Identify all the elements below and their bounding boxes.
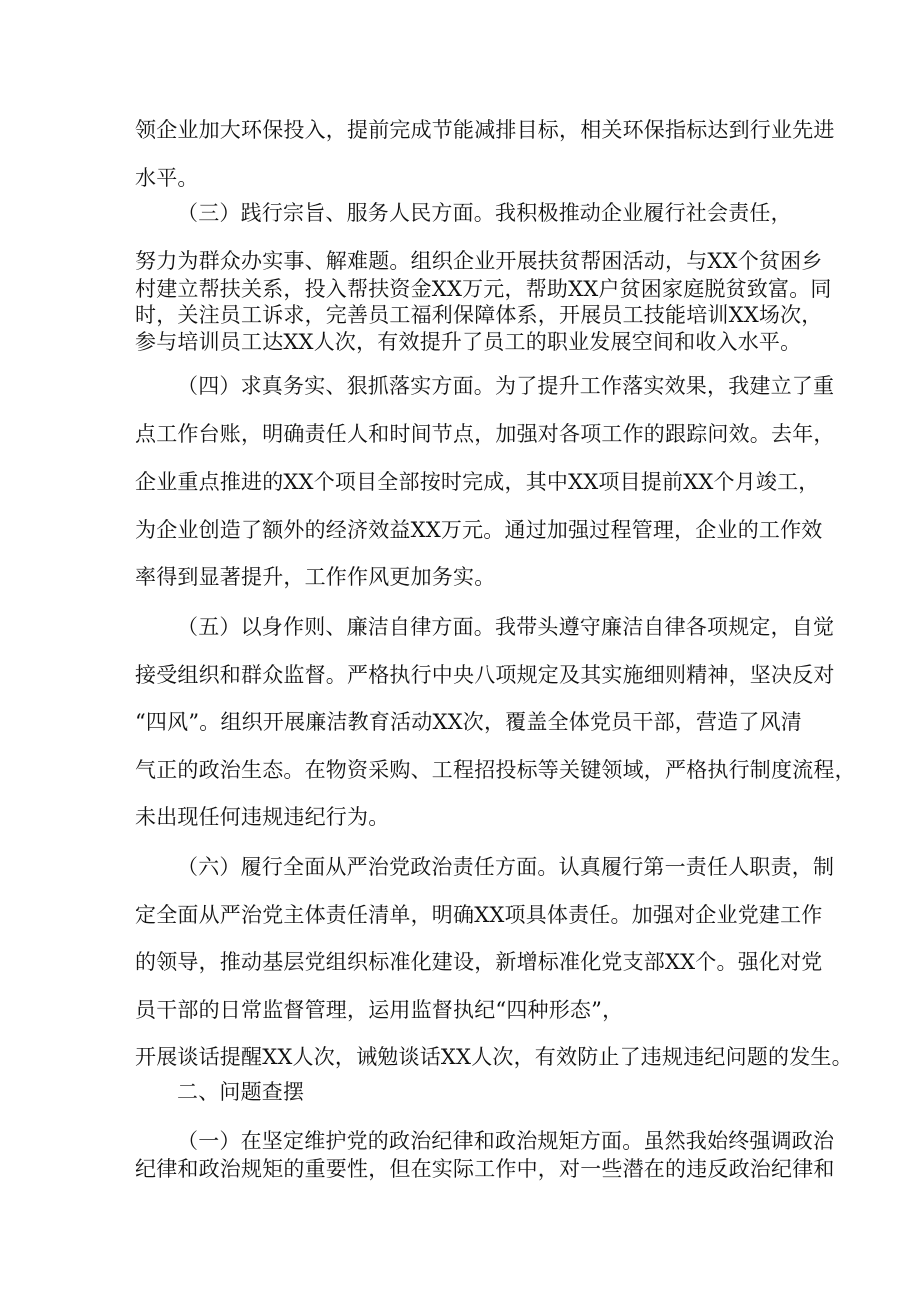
text-line: 水平。 (135, 166, 199, 190)
text-line: 时，关注员工诉求，完善员工福利保障体系，开展员工技能培训XX场次， (135, 303, 823, 327)
text-line: “四风”。组织开展廉洁教育活动XX次，覆盖全体党员干部，营造了风清 (135, 710, 802, 734)
text-line: （一）在坚定维护党的政治纪律和政治规矩方面。虽然我始终强调政治 (177, 1129, 835, 1153)
text-line: 员干部的日常监督管理，运用监督执纪“四种形态”， (135, 998, 624, 1022)
text-line: 努力为群众办实事、解难题。组织企业开展扶贫帮困活动，与XX个贫困乡 (135, 249, 823, 273)
text-line: 企业重点推进的XX个项目全部按时完成，其中XX项目提前XX个月竣工， (135, 470, 820, 494)
text-line: 为企业创造了额外的经济效益XX万元。通过加强过程管理，企业的工作效 (135, 518, 823, 542)
text-line: （三）践行宗旨、服务人民方面。我积极推动企业履行社会责任， (177, 201, 792, 225)
text-line: 参与培训员工达XX人次，有效提升了员工的职业发展空间和收入水平。 (135, 330, 802, 354)
text-line: 领企业加大环保投入，提前完成节能减排目标，相关环保指标达到行业先进 (135, 118, 835, 142)
text-line: （四）求真务实、狠抓落实方面。为了提升工作落实效果，我建立了重 (177, 374, 835, 398)
text-line: （六）履行全面从严治党政治责任方面。认真履行第一责任人职责，制 (177, 855, 835, 879)
text-line: 点工作台账，明确责任人和时间节点，加强对各项工作的跟踪问效。去年， (135, 422, 835, 446)
text-line: 定全面从严治党主体责任清单，明确XX项具体责任。加强对企业党建工作 (135, 903, 823, 927)
text-line: 气正的政治生态。在物资采购、工程招投标等关键领域，严格执行制度流程， (135, 758, 856, 782)
text-line: 未出现任何违规违纪行为。 (135, 805, 390, 829)
text-line: 纪律和政治规矩的重要性，但在实际工作中，对一些潜在的违反政治纪律和 (135, 1157, 835, 1181)
text-line: 村建立帮扶关系，投入帮扶资金XX万元，帮助XX户贫困家庭脱贫致富。同 (135, 277, 832, 301)
text-line: （五）以身作则、廉洁自律方面。我带头遵守廉洁自律各项规定，自觉 (177, 615, 835, 639)
text-line: 的领导，推动基层党组织标准化建设，新增标准化党支部XX个。强化对党 (135, 950, 823, 974)
text-line: 率得到显著提升，工作作风更加务实。 (135, 565, 496, 589)
text-line: 接受组织和群众监督。严格执行中央八项规定及其实施细则精神，坚决反对 (135, 663, 835, 687)
section-heading: 二、问题查摆 (177, 1080, 305, 1104)
text-line: 开展谈话提醒XX人次，诫勉谈话XX人次，有效防止了违规违纪问题的发生。 (135, 1045, 853, 1069)
